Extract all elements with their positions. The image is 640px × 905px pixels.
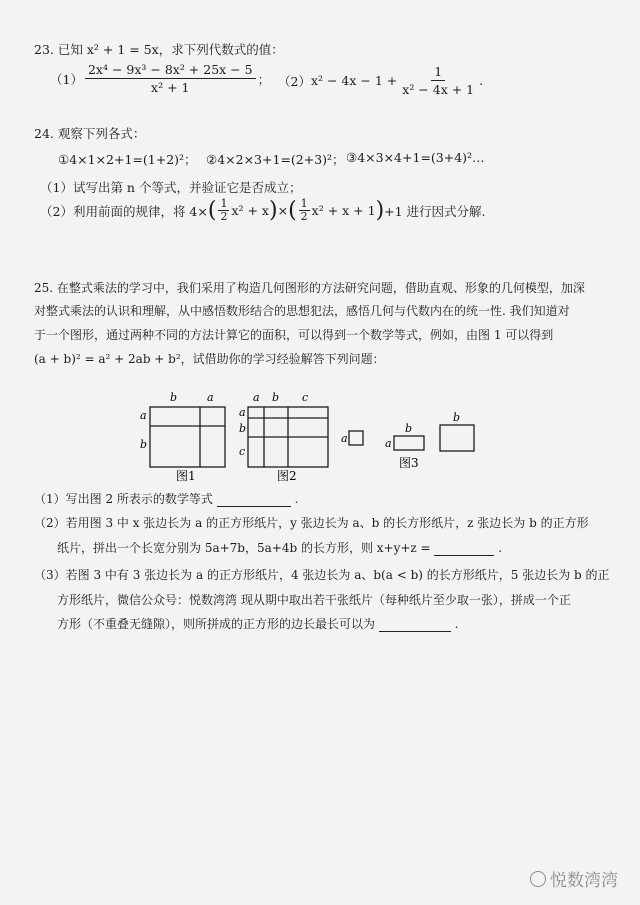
q23-part2-expr: x² − 4x − 1 + [310, 73, 398, 88]
q24-paren-open-1: ( [207, 197, 217, 223]
figure-1 [150, 407, 225, 467]
q24-part2-after: +1 进行因式分解. [384, 203, 486, 219]
q24-paren-close-1: ) [268, 197, 278, 223]
q25-intro-text-1: 在整式乘法的学习中，我们采用了构造几何图形的方法研究问题，借助直观、形象的几何模型，加深 [56, 281, 585, 295]
fig3-square-a-label: a [341, 432, 348, 445]
q24-part2-before: （2）利用前面的规律，将 4× [40, 203, 208, 219]
q25-intro-line4: (a + b)² = a² + 2ab + b²，试借助你的学习经验解答下列问题： [34, 352, 385, 366]
q24-part2-times: × [277, 203, 289, 218]
q24-part1: （1）试写出第 n 个等式，并验证它是否成立； [40, 180, 302, 195]
fig2-left-a: a [239, 406, 246, 419]
q25-number: 25. [34, 281, 54, 295]
watermark [530, 866, 618, 891]
q23-part1 [50, 62, 270, 95]
fig2-top-a: a [253, 391, 260, 404]
fig3-caption: 图3 [399, 456, 419, 470]
q23-part2-denominator: x² − 4x + 1 [402, 82, 475, 97]
q25-intro-line1 [34, 279, 585, 296]
q25-part2-end: . [498, 541, 503, 555]
q24-stem-text: 观察下列各式： [57, 126, 146, 141]
q24-part2-mid1: x² + x [231, 203, 269, 218]
q24-eq1: ①4×1×2+1=(1+2)²； [58, 152, 197, 167]
q24-half-2 [299, 198, 310, 223]
q25-part1 [34, 490, 298, 507]
q25-part2-line2 [57, 539, 502, 556]
q24-paren-close-2: ) [375, 197, 385, 223]
fig3-rect-b-label: b [405, 422, 413, 435]
q24-half-2-num: 1 [300, 197, 308, 210]
q23-stem [34, 40, 284, 58]
q24-eq3: ③4×3×4+1=(3+4)²… [346, 150, 485, 165]
q23-part1-numerator: 2x⁴ − 9x³ − 8x² + 25x − 5 [85, 62, 256, 79]
watermark-text: 悦数湾湾 [550, 871, 618, 891]
fig2-top-b: b [272, 391, 280, 404]
q24-half-2-den: 2 [300, 210, 308, 223]
q24-part2 [40, 198, 486, 223]
fig2-caption: 图2 [277, 469, 297, 483]
fig1-top-b: b [170, 391, 178, 404]
q24-paren-open-2: ( [288, 197, 297, 223]
q25-part1-answer-blank[interactable] [217, 492, 291, 507]
fig2-left-b: b [239, 422, 247, 435]
fig3-square-b-label: b [453, 411, 461, 424]
q25-part1-end: . [294, 492, 299, 506]
q24-stem [34, 124, 145, 142]
q25-part3-line1: （3）若图 3 中有 3 张边长为 a 的正方形纸片，4 张边长为 a、b(a < b) 的长方形纸片，5 张边长为 b 的正 [34, 568, 610, 582]
q23-part1-denominator: x² + 1 [151, 80, 190, 95]
q25-part3-text: 方形（不重叠无缝隙），则所拼成的正方形的边长最长可以为 [57, 617, 376, 631]
q24-half-1-den: 2 [220, 210, 228, 223]
q25-part2-line1: （2）若用图 3 中 x 张边长为 a 的正方形纸片，y 张边长为 a、b 的长方形纸片，z 张边长为 b 的正方形 [34, 516, 589, 530]
q23-part1-fraction [85, 62, 256, 95]
q24-part2-mid2: x² + x + 1 [311, 203, 376, 218]
q23-part2-label: （2） [278, 73, 311, 89]
q23-stem-text: 已知 x² + 1 = 5x，求下列代数式的值： [57, 42, 284, 57]
q24-half-1 [218, 198, 229, 223]
q25-part3-answer-blank[interactable] [379, 617, 451, 632]
q25-intro-line3: 于一个图形，通过两种不同的方法计算它的面积，可以得到一个数学等式，例如，由图 1 可以得到 [34, 328, 554, 342]
fig1-left-a: a [140, 409, 147, 422]
q25-part2-text: 纸片，拼出一个长宽分别为 5a+7b，5a+4b 的长方形，则 x+y+z = [57, 541, 431, 555]
q23-part2 [278, 64, 483, 97]
q24-half-1-num: 1 [220, 197, 228, 210]
q24-number: 24. [34, 126, 54, 141]
fig1-caption: 图1 [176, 469, 196, 483]
q23-part1-end: ； [257, 71, 271, 87]
fig2-left-c: c [239, 445, 246, 458]
q25-part3-line3 [57, 615, 459, 632]
q25-part3-end: . [454, 617, 459, 631]
figure-2 [248, 407, 328, 467]
fig1-top-a: a [207, 391, 214, 404]
q25-part1-text: （1）写出图 2 所表示的数学等式 [34, 492, 213, 506]
q25-part3-line2: 方形纸片，微信公众号：悦数湾湾 现从期中取出若干张纸片（每种纸片至少取一张），拼成一个正 [57, 593, 571, 607]
q25-figures [0, 385, 640, 495]
q25-part2-answer-blank[interactable] [434, 541, 494, 556]
fig2-top-c: c [302, 391, 309, 404]
fig3-rect-a-label: a [385, 437, 392, 450]
q24-eq2: ②4×2×3+1=(2+3)²； [206, 152, 345, 167]
q25-intro-line2: 对整式乘法的认识和理解，从中感悟数形结合的思想犯法，感悟几何与代数内在的统一性. 我们知道对 [34, 304, 570, 318]
q23-number: 23. [34, 42, 54, 57]
wechat-icon [530, 871, 546, 887]
q23-part2-numerator: 1 [431, 64, 445, 81]
fig1-left-b: b [140, 438, 148, 451]
q23-part1-label: （1） [50, 71, 83, 87]
q23-part2-end: . [479, 73, 484, 88]
q23-part2-fraction [399, 64, 477, 97]
